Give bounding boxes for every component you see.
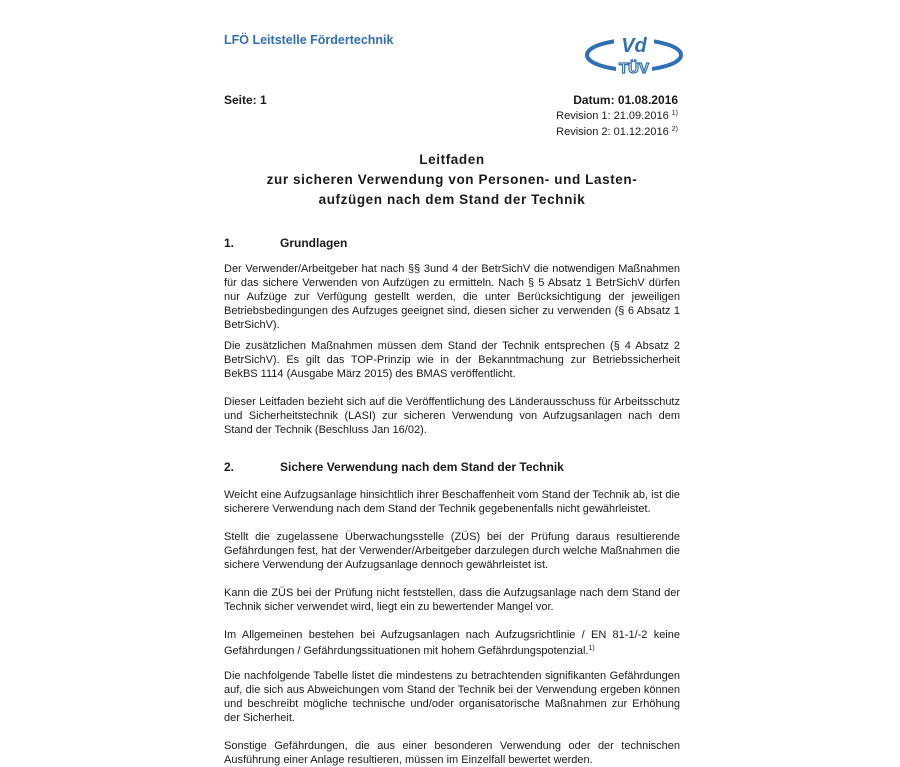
section-1-heading	[224, 236, 680, 250]
section-2-paragraph-3: Kann die ZÜS bei der Prüfung nicht feststellen, dass die Aufzugsanlage nach dem Stand der Technik sicher verwendet wird, liegt ein zu bewertender Mangel vor.	[224, 587, 680, 613]
section-2-paragraph-4: Im Allgemeinen bestehen bei Aufzugsanlagen nach Aufzugsrichtlinie / EN 81-1/-2 keine Gefährdungen / Gefährdungssituationen mit hohem Gefährdungspotenzial.$^{1)}$	[224, 629, 680, 657]
document-body	[224, 236, 680, 767]
section-2-paragraph-6: Sonstige Gefährdungen, die aus einer besonderen Verwendung oder der technischen Ausführung einer Anlage resultieren, müssen im Einzelfall bewertet werden.	[224, 740, 680, 766]
section-1-number: 1.	[224, 236, 235, 250]
title-line-2: zur sicheren Verwendung von Personen- und Lasten-	[266, 172, 638, 187]
title-line-3: aufzügen nach dem Stand der Technik	[318, 192, 586, 207]
date-label: Datum: 01.08.2016	[573, 93, 678, 107]
section-2-heading	[224, 460, 680, 474]
section-2-paragraph-5: Die nachfolgende Tabelle listet die mindestens zu betrachtenden signifikanten Gefährdungen auf, die sich aus Abweichungen vom Stand der Technik bei der Verwendung ergeben können und beschreibt mögliche technische und/oder organisatorische Maßnahmen zur Erhöhung der Sicherheit.	[224, 670, 680, 724]
section-2-number: 2.	[224, 460, 235, 474]
organization-name: LFÖ Leitstelle Fördertechnik	[224, 33, 394, 47]
title-line-1: Leitfaden	[419, 152, 485, 167]
section-1-paragraph-1: Der Verwender/Arbeitgeber hat nach §§ 3und 4 der BetrSichV die notwendigen Maßnahmen für das sichere Verwenden von Aufzügen zu ermitteln. Nach § 5 Absatz 1 BetrSichV dürfen nur Aufzüge zur Verfügung gestellt werden, die unter Berücksichtigung der jeweiligen Betriebsbedingungen des Aufzuges geeignet sind, diesen sicher zu verwenden (§ 6 Absatz 1 BetrSichV).	[224, 263, 680, 331]
footnote-ref: 1)	[588, 645, 595, 652]
section-1-title: Grundlagen	[280, 236, 348, 250]
vdtuev-logo-icon	[584, 31, 684, 79]
revision-1: Revision 1: 21.09.2016 $^{1)}$	[556, 110, 678, 122]
section-2-paragraph-1: Weicht eine Aufzugsanlage hinsichtlich ihrer Beschaffenheit vom Stand der Technik ab, ist die sicherere Verwendung nach dem Stand der Technik gegebenenfalls nicht gewährleistet.	[224, 489, 680, 515]
revision-2: Revision 2: 01.12.2016 $^{2)}$	[556, 126, 678, 138]
date-block	[556, 93, 678, 139]
section-1-paragraph-2: Die zusätzlichen Maßnahmen müssen dem Stand der Technik entsprechen (§ 4 Absatz 2 BetrSichV). Es gilt das TOP-Prinzip wie in der Bekanntmachung zur Betriebssicherheit BekBS 1114 (Ausgabe März 2015) des BMAS veröffentlicht.	[224, 340, 680, 380]
document-title	[224, 150, 680, 210]
page-number-label: Seite: 1	[224, 93, 267, 107]
logo-text-top: Vd	[621, 35, 647, 57]
logo-text-bottom: TÜV	[619, 60, 649, 77]
section-2-title: Sichere Verwendung nach dem Stand der Technik	[280, 460, 564, 474]
section-1-paragraph-3: Dieser Leitfaden bezieht sich auf die Veröffentlichung des Länderausschuss für Arbeitsschutz und Sicherheitstechnik (LASI) zur sicheren Verwendung von Aufzugsanlagen nach dem Stand der Technik (Beschluss Jan 16/02).	[224, 396, 680, 436]
section-2-paragraph-2: Stellt die zugelassene Überwachungsstelle (ZÜS) bei der Prüfung daraus resultierende Gefährdungen fest, hat der Verwender/Arbeitgeber darzulegen durch welche Maßnahmen die sichere Verwendung der Aufzugsanlage dennoch gewährleistet ist.	[224, 531, 680, 571]
